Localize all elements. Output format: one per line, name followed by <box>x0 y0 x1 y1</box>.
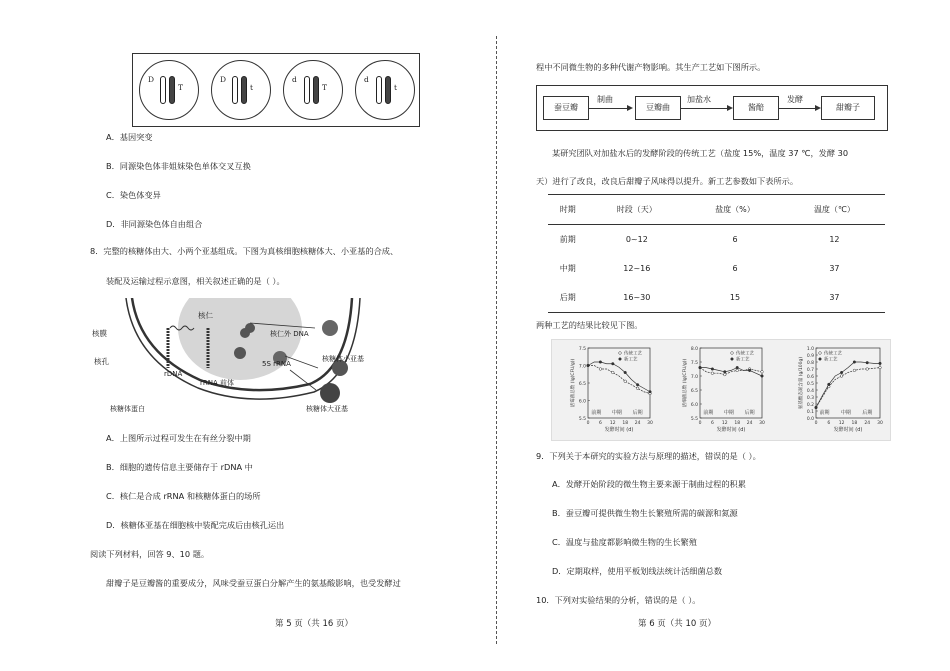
allele-label: D <box>220 75 227 84</box>
x-tick-label: 18 <box>622 421 629 426</box>
legend-marker <box>731 352 734 355</box>
data-point <box>711 372 714 375</box>
y-tick-label: 0.7 <box>806 368 814 373</box>
material-line: 甜瓣子是豆瓣酱的重要成分，风味受蚕豆蛋白分解产生的氨基酸影响，也受发酵过 <box>106 578 401 588</box>
x-tick-label: 6 <box>598 421 602 426</box>
table-cell: 前期 <box>559 235 576 244</box>
table-cell: 6 <box>732 264 738 273</box>
pore-label: 核孔 <box>94 357 109 366</box>
q8-stem-line2: 装配及运输过程示意图，相关叙述正确的是（ ）。 <box>106 276 285 286</box>
data-point <box>815 406 818 409</box>
data-point <box>736 366 739 369</box>
process-flow <box>536 85 888 131</box>
q8-option-d: D．核糖体亚基在细胞核中装配完成后由核孔运出 <box>106 520 285 530</box>
reading-instruction: 阅读下列材料，回答 9、10 题。 <box>90 549 210 559</box>
q9-option-d: D．定期取样，使用平板划线法统计活细菌总数 <box>552 566 723 576</box>
x-tick-label: 0 <box>814 421 818 426</box>
q9-stem: 9．下列关于本研究的实验方法与原理的描述，错误的是（ ）。 <box>536 451 761 461</box>
legend-marker <box>819 352 822 355</box>
q7-option-a: A．基因突变 <box>106 132 153 142</box>
x-tick-label: 12 <box>609 421 616 426</box>
data-point <box>612 362 615 365</box>
rrna-5s-label: 5S rRNA <box>262 360 291 368</box>
data-point <box>624 371 627 374</box>
left-page-footer: 第 5 页（共 16 页） <box>275 619 354 629</box>
compare-intro: 两种工艺的结果比较见下图。 <box>536 320 643 330</box>
rrna-precursor-label: rRNA 前体 <box>200 379 234 387</box>
x-tick-label: 6 <box>827 421 831 426</box>
data-point <box>724 373 727 376</box>
allele-label: d <box>364 75 369 84</box>
x-tick-label: 12 <box>838 421 845 426</box>
y-tick-label: 5.5 <box>578 417 586 422</box>
table-cell: 15 <box>729 293 741 302</box>
data-point <box>587 364 590 367</box>
data-point <box>866 368 869 371</box>
table-cell: 12~16 <box>623 264 651 273</box>
cell-circle-4 <box>355 60 415 120</box>
q7-option-b: B．同源染色体非姐妹染色单体交叉互换 <box>106 161 251 171</box>
data-point <box>636 383 639 386</box>
x-tick-label: 24 <box>864 421 871 426</box>
cell-circle-2 <box>211 60 271 120</box>
x-tick-label: 30 <box>759 421 765 426</box>
data-point <box>866 361 869 364</box>
data-point <box>636 387 639 390</box>
data-point <box>624 380 627 383</box>
flow-step-label: 发酵 <box>787 95 803 104</box>
results-charts-svg <box>552 340 890 440</box>
q8-option-b: B．细胞的遗传信息主要储存于 rDNA 中 <box>106 462 253 472</box>
q7-option-c: C．染色体变异 <box>106 190 161 200</box>
data-point <box>761 371 764 374</box>
table-header: 时段（天） <box>616 205 657 214</box>
q10-stem: 10．下列对实验结果的分析，错误的是（ ）。 <box>536 595 701 605</box>
allele-label: d <box>292 75 297 84</box>
phase-label: 前期 <box>703 410 714 416</box>
rdna-label: rDNA <box>164 370 183 378</box>
y-axis-label: 活细菌总数 (lg(CFU/g)) <box>683 358 688 408</box>
table-cell: 37 <box>829 264 840 273</box>
para-traditional-process: 某研究团队对加盐水后的发酵阶段的传统工艺（盐度 15%，温度 37 ℃，发酵 30 <box>552 148 849 158</box>
material-continued: 程中不同微生物的多种代谢产物影响。其生产工艺如下图所示。 <box>536 62 766 72</box>
q8-option-c: C．核仁是合成 rRNA 和核糖体蛋白的场所 <box>106 491 261 501</box>
nucleolus-label: 核仁 <box>198 311 213 320</box>
table-cell: 0~12 <box>625 235 648 244</box>
y-tick-label: 0.8 <box>806 361 814 366</box>
table-header: 时期 <box>559 205 576 214</box>
phase-label: 后期 <box>632 410 643 416</box>
phase-label: 中期 <box>840 410 851 416</box>
y-tick-label: 0.4 <box>806 389 814 394</box>
legend-label: 传统工艺 <box>736 351 754 357</box>
table-cell: 后期 <box>559 293 576 302</box>
y-tick-label: 6.0 <box>690 403 698 408</box>
data-point <box>649 390 652 393</box>
data-point <box>853 361 856 364</box>
y-tick-label: 7.0 <box>690 375 698 380</box>
extranucleolar-dna-label: 核仁外 DNA <box>270 330 309 338</box>
allele-label: t <box>394 83 398 92</box>
y-tick-label: 0.3 <box>806 396 814 401</box>
q8-option-a: A．上图所示过程可发生在有丝分裂中期 <box>106 433 251 443</box>
x-axis-label: 发酵时间 (d) <box>604 427 634 433</box>
data-point <box>711 368 714 371</box>
y-axis-label: 活霉菌总数 (lg(CFU/g)) <box>571 358 576 408</box>
x-tick-label: 24 <box>634 421 641 426</box>
phase-label: 前期 <box>591 410 602 416</box>
data-point <box>840 375 843 378</box>
y-tick-label: 6.5 <box>578 382 586 387</box>
flow-box: 甜瓣子 <box>821 96 875 120</box>
phase-label: 中期 <box>611 410 622 416</box>
allele-label: T <box>178 83 184 92</box>
flow-box: 蚕豆瓣 <box>543 96 589 120</box>
legend-label: 新工艺 <box>736 357 750 363</box>
x-axis-label: 发酵时间 (d) <box>833 427 863 433</box>
y-axis-label: 氨基酸态氮含量 (g/100g) <box>799 356 804 410</box>
y-tick-label: 8.0 <box>690 347 698 352</box>
table-header: 盐度（%） <box>715 205 755 214</box>
data-point <box>599 361 602 364</box>
x-tick-label: 30 <box>647 421 653 426</box>
legend-marker <box>619 352 622 355</box>
chromosome-figure <box>132 53 420 127</box>
y-tick-label: 0.2 <box>806 403 814 408</box>
nucleus-diagram <box>90 298 378 418</box>
results-charts <box>551 339 891 441</box>
y-tick-label: 0.6 <box>806 375 814 380</box>
flow-step-label: 制曲 <box>597 95 613 104</box>
data-point <box>748 369 751 372</box>
data-point <box>612 371 615 374</box>
table-cell: 37 <box>829 293 840 302</box>
q9-option-b: B．蚕豆瓣可提供微生物生长繁殖所需的碳源和氮源 <box>552 508 738 518</box>
legend-label: 新工艺 <box>824 357 838 363</box>
data-point <box>724 371 727 374</box>
x-tick-label: 12 <box>721 421 728 426</box>
data-point <box>879 362 882 365</box>
table-cell: 12 <box>829 235 840 244</box>
data-point <box>853 369 856 372</box>
y-tick-label: 1.0 <box>806 347 814 352</box>
legend-label: 传统工艺 <box>624 351 642 357</box>
allele-label: D <box>148 75 155 84</box>
phase-label: 中期 <box>723 410 734 416</box>
x-tick-label: 18 <box>851 421 858 426</box>
large-subunit-label: 核糖体大亚基 <box>306 405 348 413</box>
series-line <box>588 366 650 394</box>
small-subunit-label: 核糖体小亚基 <box>322 355 364 363</box>
y-tick-label: 7.0 <box>578 364 586 370</box>
y-tick-label: 0.9 <box>806 354 814 359</box>
para-new-process: 天）进行了改良，改良后甜瓣子风味得以提升。新工艺参数如下表所示。 <box>536 176 799 186</box>
data-point <box>879 366 882 369</box>
allele-label: t <box>250 83 254 92</box>
table-cell: 16~30 <box>623 293 651 302</box>
y-tick-label: 0.1 <box>806 410 814 415</box>
allele-label: T <box>322 83 328 92</box>
flow-box: 豆瓣曲 <box>635 96 681 120</box>
page-divider <box>496 36 497 644</box>
q9-option-c: C．温度与盐度都影响微生物的生长繁殖 <box>552 537 697 547</box>
x-tick-label: 6 <box>710 421 714 426</box>
data-point <box>840 371 843 374</box>
q7-option-d: D．非同源染色体自由组合 <box>106 219 203 229</box>
envelope-label: 核膜 <box>92 329 107 338</box>
phase-label: 前期 <box>819 410 830 416</box>
y-tick-label: 0.0 <box>806 417 814 422</box>
x-tick-label: 30 <box>877 421 883 426</box>
legend-label: 新工艺 <box>624 357 638 363</box>
x-tick-label: 0 <box>586 421 590 426</box>
table-row <box>548 283 885 313</box>
x-tick-label: 18 <box>734 421 741 426</box>
data-point <box>699 366 702 369</box>
cell-circle-3 <box>283 60 343 120</box>
cell-circle-1 <box>139 60 199 120</box>
legend-marker <box>819 358 822 361</box>
legend-label: 传统工艺 <box>824 351 842 357</box>
flow-box: 酱醅 <box>733 96 779 120</box>
data-point <box>599 368 602 371</box>
phase-label: 后期 <box>862 410 873 416</box>
series-line <box>816 368 880 408</box>
y-tick-label: 7.5 <box>690 361 698 366</box>
data-point <box>828 383 831 386</box>
table-cell: 中期 <box>559 264 576 273</box>
x-tick-label: 24 <box>746 421 753 426</box>
y-tick-label: 7.5 <box>578 347 586 352</box>
q8-stem-line1: 8．完整的核糖体由大、小两个亚基组成。下图为真核细胞核糖体大、小亚基的合成、 <box>90 246 399 256</box>
data-point <box>761 375 764 378</box>
series-line <box>588 362 650 392</box>
y-tick-label: 0.5 <box>806 382 814 387</box>
ribosomal-protein-label: 核糖体蛋白 <box>110 405 145 413</box>
table-row <box>548 225 885 255</box>
phase-label: 后期 <box>744 410 755 416</box>
y-tick-label: 6.0 <box>578 399 586 405</box>
right-page-footer: 第 6 页（共 10 页） <box>638 619 717 629</box>
flow-step-label: 加盐水 <box>687 95 711 104</box>
q9-option-a: A．发酵开始阶段的微生物主要来源于制曲过程的积累 <box>552 479 746 489</box>
y-tick-label: 5.5 <box>690 417 698 422</box>
legend-marker <box>619 358 622 361</box>
series-line <box>816 362 880 408</box>
legend-marker <box>731 358 734 361</box>
parameter-table <box>548 194 885 313</box>
x-axis-label: 发酵时间 (d) <box>716 427 746 433</box>
table-header: 温度（℃） <box>813 205 855 214</box>
x-tick-label: 0 <box>698 421 702 426</box>
data-point <box>736 369 739 372</box>
table-row <box>548 254 885 283</box>
y-tick-label: 6.5 <box>690 389 698 394</box>
table-cell: 6 <box>732 235 738 244</box>
